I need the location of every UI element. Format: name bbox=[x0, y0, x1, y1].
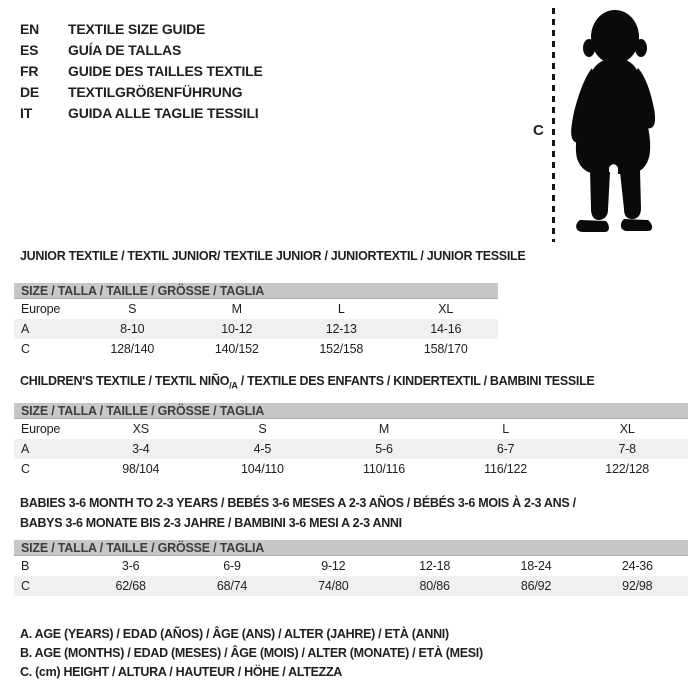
heading-text: CHILDREN'S TEXTILE / TEXTIL NIÑO bbox=[20, 374, 230, 388]
language-code: ES bbox=[20, 41, 39, 58]
size-table-header: SIZE / TALLA / TAILLE / GRÖSSE / TAGLIA bbox=[14, 283, 498, 299]
language-code: FR bbox=[20, 62, 39, 79]
language-code: IT bbox=[20, 104, 33, 121]
language-title-list bbox=[20, 18, 263, 123]
size-table-header: SIZE / TALLA / TAILLE / GRÖSSE / TAGLIA bbox=[14, 540, 688, 556]
baby-silhouette-image bbox=[560, 8, 664, 240]
age-cell: 12-13 bbox=[325, 322, 357, 336]
footnote-height-cm: C. (cm) HEIGHT / ALTURA / HAUTEUR / HÖHE / ALTEZZA bbox=[20, 665, 343, 679]
junior-size-table bbox=[14, 283, 498, 359]
children-size-table bbox=[14, 403, 688, 479]
size-cell: M bbox=[231, 302, 242, 316]
age-cell: 3-6 bbox=[121, 559, 140, 573]
age-cell: 7-8 bbox=[618, 442, 636, 456]
height-cell: 110/116 bbox=[363, 462, 405, 476]
height-cell: 140/152 bbox=[214, 342, 259, 356]
age-cell: 14-16 bbox=[430, 322, 462, 336]
age-cell: 3-4 bbox=[132, 442, 150, 456]
age-cell: 10-12 bbox=[221, 322, 253, 336]
age-cell: 24-36 bbox=[621, 559, 653, 573]
row-label: C bbox=[21, 462, 30, 476]
table-row-age-months bbox=[14, 556, 688, 576]
guide-title-fr: GUIDE DES TAILLES TEXTILE bbox=[68, 62, 263, 79]
height-measure-dashed-line bbox=[552, 8, 555, 242]
height-cell: 116/122 bbox=[484, 462, 527, 476]
height-cell: 62/68 bbox=[115, 579, 146, 593]
size-cell: S bbox=[128, 302, 137, 316]
babies-section-heading-line2: BABYS 3-6 MONATE BIS 2-3 JAHRE / BAMBINI 3-6 MESI A 2-3 ANNI bbox=[20, 516, 402, 530]
language-row-fr bbox=[20, 60, 263, 81]
size-cell: XL bbox=[619, 422, 635, 436]
height-cell: 98/104 bbox=[122, 462, 160, 476]
footnote-age-years: A. AGE (YEARS) / EDAD (AÑOS) / ÂGE (ANS) / ALTER (JAHRE) / ETÀ (ANNI) bbox=[20, 627, 449, 641]
size-cell: M bbox=[378, 422, 390, 436]
age-cell: 18-24 bbox=[520, 559, 552, 573]
age-cell: 8-10 bbox=[120, 322, 145, 336]
row-label: C bbox=[21, 579, 30, 593]
size-cell: L bbox=[502, 422, 509, 436]
age-cell: 12-18 bbox=[419, 559, 451, 573]
footnote-age-months: B. AGE (MONTHS) / EDAD (MESES) / ÂGE (MOIS) / ALTER (MONATE) / ETÀ (MESI) bbox=[20, 646, 483, 660]
children-section-heading bbox=[20, 374, 594, 391]
language-row-de bbox=[20, 81, 263, 102]
row-label: Europe bbox=[21, 302, 61, 316]
row-label: Europe bbox=[21, 422, 61, 436]
table-row-height-cm bbox=[14, 459, 688, 479]
table-row-height-cm bbox=[14, 339, 498, 359]
guide-title-en: TEXTILE SIZE GUIDE bbox=[68, 20, 206, 37]
row-label: B bbox=[21, 559, 30, 573]
heading-subscript: /A bbox=[229, 380, 238, 391]
guide-title-es: GUÍA DE TALLAS bbox=[68, 41, 182, 58]
junior-section-heading: JUNIOR TEXTILE / TEXTIL JUNIOR/ TEXTILE JUNIOR / JUNIORTEXTIL / JUNIOR TESSILE bbox=[20, 249, 526, 263]
height-cell: 74/80 bbox=[318, 579, 349, 593]
guide-title-de: TEXTILGRÖßENFÜHRUNG bbox=[68, 83, 243, 100]
age-cell: 5-6 bbox=[375, 442, 393, 456]
height-cell: 152/158 bbox=[319, 342, 364, 356]
size-cell: S bbox=[258, 422, 267, 436]
language-code: EN bbox=[20, 20, 40, 37]
age-cell: 9-12 bbox=[321, 559, 346, 573]
table-row-height-cm bbox=[14, 576, 688, 596]
size-cell: XL bbox=[438, 302, 454, 316]
table-row-europe bbox=[14, 299, 498, 319]
height-cell: 122/128 bbox=[605, 462, 650, 476]
table-row-age-years bbox=[14, 439, 688, 459]
row-label: A bbox=[21, 442, 30, 456]
table-row-age-years bbox=[14, 319, 498, 339]
height-cell: 92/98 bbox=[622, 579, 653, 593]
table-row-europe bbox=[14, 419, 688, 439]
height-cell: 80/86 bbox=[419, 579, 450, 593]
size-cell: L bbox=[337, 302, 345, 316]
row-label: C bbox=[21, 342, 30, 356]
height-cell: 86/92 bbox=[520, 579, 552, 593]
row-label: A bbox=[21, 322, 30, 336]
guide-title-it: GUIDA ALLE TAGLIE TESSILI bbox=[68, 104, 259, 121]
height-measure-label: C bbox=[533, 122, 544, 139]
size-cell: XS bbox=[132, 422, 149, 436]
babies-section-heading-line1: BABIES 3-6 MONTH TO 2-3 YEARS / BEBÉS 3-6 MESES A 2-3 AÑOS / BÉBÉS 3-6 MOIS À 2-3 ANS / bbox=[20, 496, 576, 510]
language-row-it bbox=[20, 102, 263, 123]
language-row-en bbox=[20, 18, 263, 39]
height-cell: 158/170 bbox=[423, 342, 468, 356]
height-cell: 128/140 bbox=[110, 342, 155, 356]
height-cell: 68/74 bbox=[216, 579, 248, 593]
language-row-es bbox=[20, 39, 263, 60]
height-cell: 104/110 bbox=[240, 462, 284, 476]
footnote-legend bbox=[20, 627, 483, 684]
age-cell: 6-9 bbox=[223, 559, 241, 573]
age-cell: 6-7 bbox=[496, 442, 515, 456]
age-cell: 4-5 bbox=[253, 442, 272, 456]
heading-text: / TEXTILE DES ENFANTS / KINDERTEXTIL / BAMBINI TESSILE bbox=[237, 374, 595, 388]
size-table-header: SIZE / TALLA / TAILLE / GRÖSSE / TAGLIA bbox=[14, 403, 688, 419]
babies-size-table bbox=[14, 540, 688, 596]
language-code: DE bbox=[20, 83, 40, 100]
